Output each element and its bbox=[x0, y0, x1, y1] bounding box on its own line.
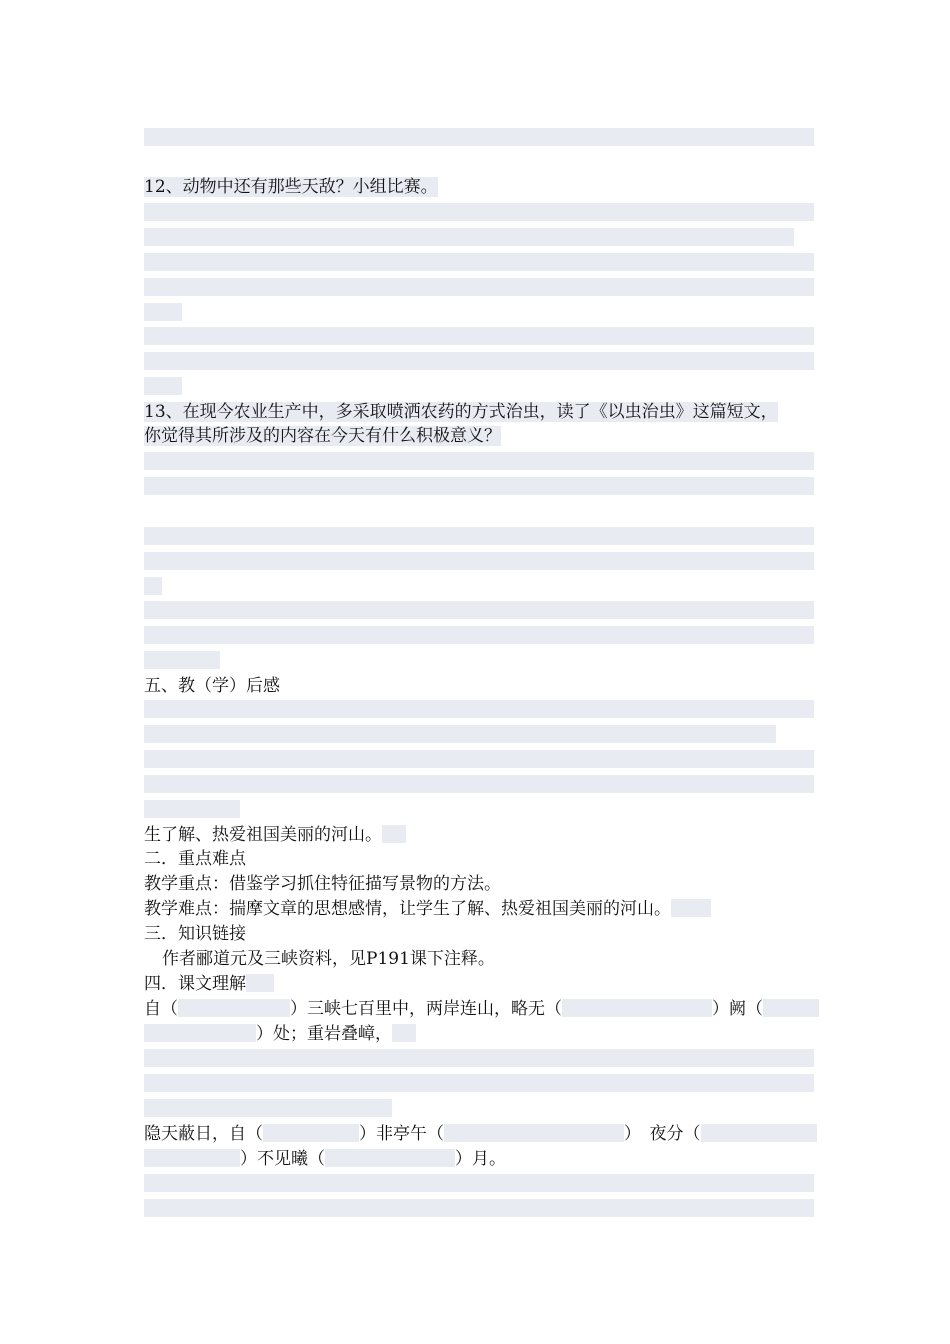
answer-line bbox=[144, 527, 814, 545]
answer-line bbox=[144, 750, 814, 768]
fill-blank[interactable] bbox=[325, 1149, 455, 1167]
answer-line bbox=[144, 601, 814, 619]
fill-blank[interactable] bbox=[763, 999, 819, 1017]
answer-line bbox=[144, 1049, 814, 1067]
section-3-heading: 三．知识链接 bbox=[144, 924, 246, 944]
section-2-heading: 二．重点难点 bbox=[144, 849, 246, 869]
answer-line bbox=[144, 477, 814, 495]
section-5-heading: 五、教（学）后感 bbox=[144, 676, 280, 696]
knowledge-link: 作者郦道元及三峡资料，见P191课下注释。 bbox=[162, 949, 495, 969]
answer-line bbox=[144, 1074, 814, 1092]
answer-line bbox=[144, 203, 814, 221]
answer-line bbox=[144, 800, 240, 818]
question-12: 12、动物中还有那些天敌？小组比赛。 bbox=[144, 177, 438, 197]
answer-line bbox=[144, 1174, 814, 1192]
fill-blank-line-4: ）不见曦（ ）月。 bbox=[144, 1148, 506, 1170]
fill-blank[interactable] bbox=[562, 999, 712, 1017]
answer-line bbox=[144, 700, 814, 718]
answer-line bbox=[144, 651, 220, 669]
answer-line bbox=[144, 327, 814, 345]
answer-line bbox=[144, 1199, 814, 1217]
fill-blank-line-3: 隐天蔽日，自（ ）非亭午（ ） 夜分（ bbox=[144, 1123, 817, 1145]
difficult-point: 教学难点：揣摩文章的思想感情，让学生了解、热爱祖国美丽的河山。 bbox=[144, 898, 711, 920]
answer-line bbox=[144, 1099, 392, 1117]
fill-blank[interactable] bbox=[444, 1124, 624, 1142]
answer-line bbox=[144, 377, 182, 395]
question-13-line2: 你觉得其所涉及的内容在今天有什么积极意义？ bbox=[144, 426, 501, 446]
answer-line bbox=[144, 228, 794, 246]
answer-line bbox=[144, 452, 814, 470]
section-4-heading: 四．课文理解 bbox=[144, 973, 274, 995]
fill-blank[interactable] bbox=[144, 1024, 256, 1042]
answer-line bbox=[144, 577, 162, 595]
answer-line bbox=[144, 626, 814, 644]
answer-line bbox=[144, 552, 814, 570]
answer-line bbox=[144, 253, 814, 271]
answer-line bbox=[144, 278, 814, 296]
fill-blank-line-2: ）处；重岩叠嶂， bbox=[144, 1023, 416, 1045]
fill-blank[interactable] bbox=[701, 1124, 817, 1142]
question-13-line1: 13、在现今农业生产中，多采取喷洒农药的方式治虫，读了《以虫治虫》这篇短文， bbox=[144, 402, 778, 422]
answer-line bbox=[144, 303, 182, 321]
fill-blank[interactable] bbox=[263, 1124, 359, 1142]
answer-line bbox=[144, 128, 814, 146]
fill-blank[interactable] bbox=[144, 1149, 240, 1167]
key-point: 教学重点：借鉴学习抓住特征描写景物的方法。 bbox=[144, 874, 501, 894]
fill-blank-line-1: 自（ ）三峡七百里中，两岸连山，略无（ ）阙（ bbox=[144, 998, 819, 1020]
fill-blank[interactable] bbox=[178, 999, 290, 1017]
goal-tail: 生了解、热爱祖国美丽的河山。 bbox=[144, 824, 406, 846]
answer-line bbox=[144, 775, 814, 793]
answer-line bbox=[144, 352, 814, 370]
answer-line bbox=[144, 725, 776, 743]
